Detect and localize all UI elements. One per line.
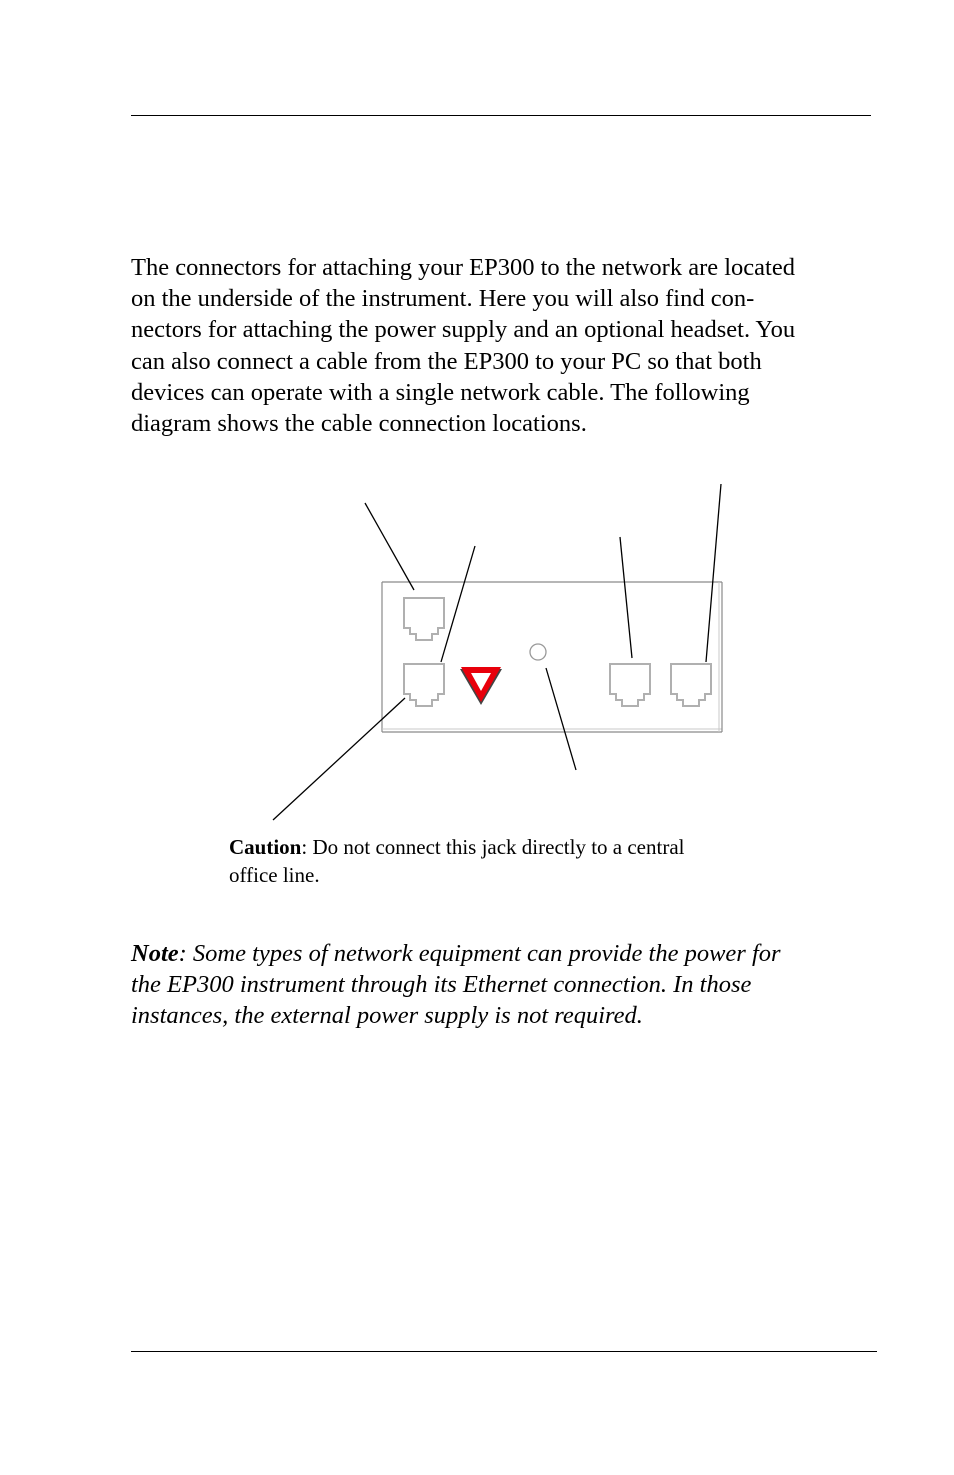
note-body: : Some types of network equipment can provide the power for the EP300 instrument through its Ethernet connection. In those instances, the external power supply is not required. [131, 940, 781, 1029]
warning-triangle-icon [460, 667, 502, 705]
caution-body: : Do not connect this jack directly to a central office line. [229, 835, 685, 887]
led-indicator-icon [530, 644, 546, 660]
leader-lines [273, 484, 721, 820]
footer-rule [131, 1351, 877, 1352]
intro-paragraph: The connectors for attaching your EP300 to the network are located on the underside of the instrument. Here you will also find con- nectors for attaching the power supply and an optional headset. You can also connect a cable from the EP300 to your PC so that both devices can operate with a single network cable. The following diagram shows the cable connection locations. [131, 254, 796, 438]
note-label: Note [131, 940, 179, 967]
connector-panel [382, 582, 722, 732]
caution-text [229, 834, 789, 889]
network-jack-icon [610, 664, 650, 706]
pc-jack-icon [404, 664, 444, 706]
power-jack-icon [671, 664, 711, 706]
headset-jack-icon [404, 598, 444, 640]
note-text [131, 938, 866, 1031]
caution-label: Caution [229, 835, 302, 859]
